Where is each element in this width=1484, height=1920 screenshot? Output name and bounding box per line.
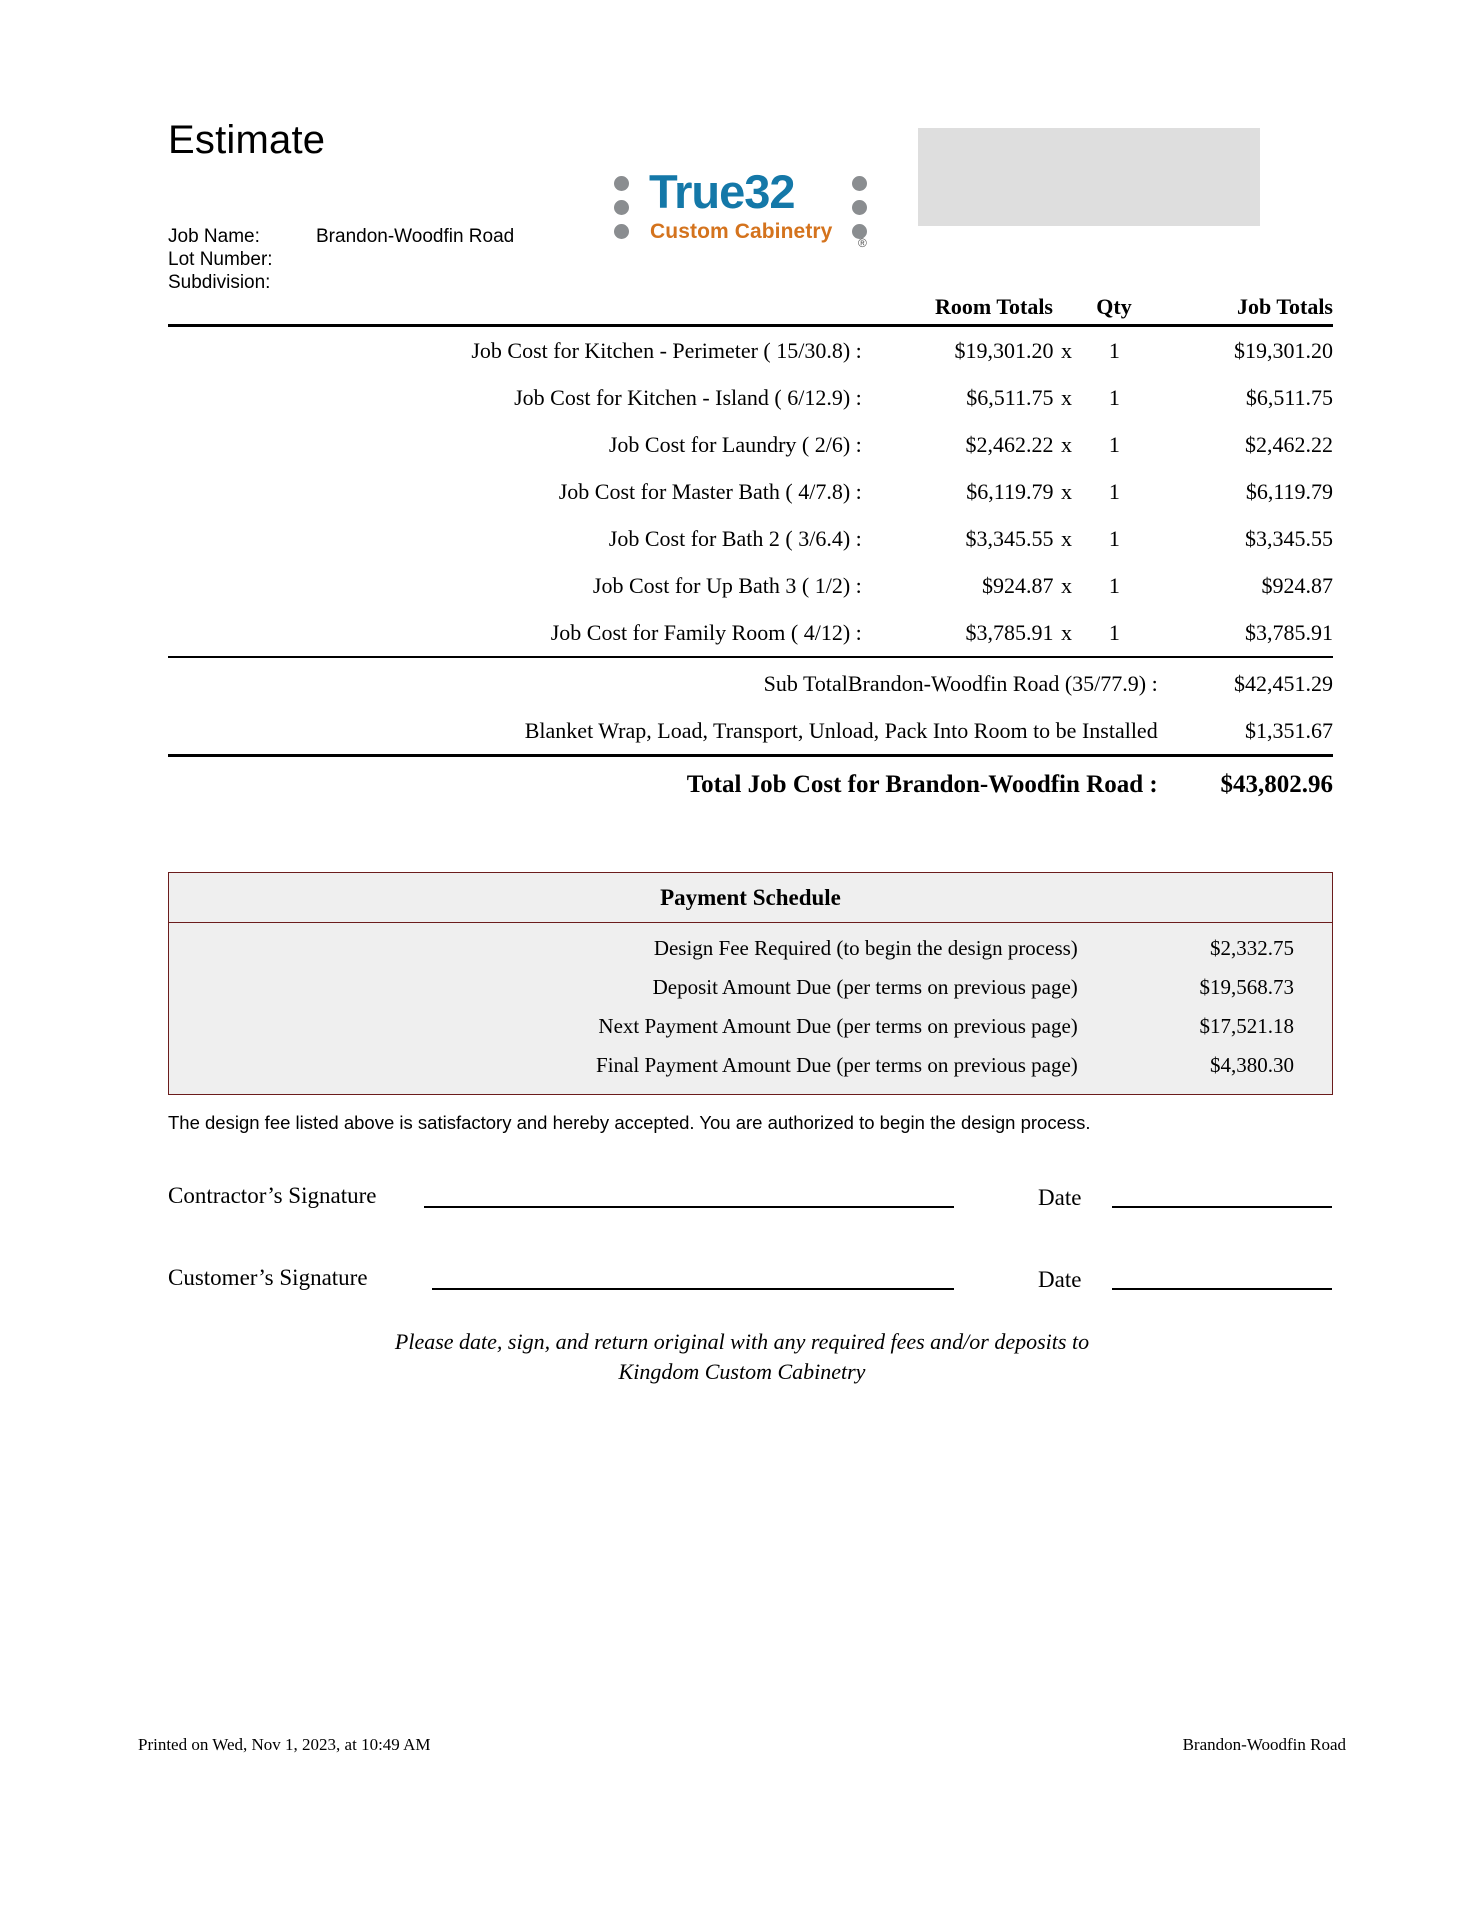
table-row [168,468,1333,515]
row-qty: 1 [1108,385,1120,410]
row-description: Job Cost for Master Bath ( 4/7.8) : [558,479,862,504]
subtotal-block [168,658,1333,754]
payment-schedule [168,872,1333,1095]
row-qty: 1 [1108,479,1120,504]
payment-amount: $2,332.75 [1210,936,1294,960]
header-image-placeholder [918,128,1260,226]
subtotal-row [168,660,1333,707]
row-multiplier: x [1060,620,1072,645]
footer-job-name: Brandon-Woodfin Road [1182,1735,1346,1754]
printed-on-text: Printed on Wed, Nov 1, 2023, at 10:49 AM [138,1735,431,1754]
customer-date-line[interactable] [1112,1288,1332,1290]
page-title: Estimate [168,118,326,162]
subtotal-amount: $1,351.67 [1245,718,1333,743]
row-room-total: $6,119.79 [966,479,1054,504]
table-row [168,374,1333,421]
row-multiplier: x [1060,338,1072,363]
row-description: Job Cost for Up Bath 3 ( 1/2) : [592,573,862,598]
payment-row [169,968,1332,1007]
total-amount: $43,802.96 [1220,771,1333,798]
row-description: Job Cost for Kitchen - Perimeter ( 15/30.8) : [471,338,862,363]
row-qty: 1 [1108,526,1120,551]
customer-signature-label: Customer’s Signature [168,1265,368,1290]
row-description: Job Cost for Laundry ( 2/6) : [608,432,862,457]
row-job-total: $6,511.75 [1245,385,1333,410]
job-name-row [168,225,514,248]
logo-subtitle: Custom Cabinetry [650,220,833,243]
acceptance-text: The design fee listed above is satisfactory and hereby accepted. You are authorized to begin the design process. [168,1112,1091,1133]
col-qty-header: Qty [1096,294,1132,319]
payment-label: Final Payment Amount Due (per terms on previous page) [596,1053,1078,1077]
row-qty: 1 [1108,338,1120,363]
job-name-label: Job Name: [168,226,260,247]
row-qty: 1 [1108,432,1120,457]
row-multiplier: x [1060,526,1072,551]
table-row [168,515,1333,562]
table-row [168,327,1333,374]
row-room-total: $3,785.91 [965,620,1054,645]
lot-number-row [168,248,514,271]
payment-amount: $19,568.73 [1199,975,1294,999]
payment-label: Design Fee Required (to begin the design process) [653,936,1078,960]
row-room-total: $3,345.55 [965,526,1054,551]
row-multiplier: x [1060,573,1072,598]
row-job-total: $3,785.91 [1245,620,1333,645]
contractor-date-label: Date [1038,1185,1082,1210]
row-job-total: $19,301.20 [1234,338,1333,363]
subdivision-label: Subdivision: [168,272,271,293]
subdivision-row [168,271,514,294]
logo-dots-left-icon [614,176,632,248]
logo-name: True32 [649,165,795,218]
row-qty: 1 [1108,573,1120,598]
lot-number-label: Lot Number: [168,249,273,270]
subtotal-row [168,707,1333,754]
return-note [0,1327,1484,1387]
row-job-total: $2,462.22 [1245,432,1333,457]
total-row [168,757,1333,813]
payment-row [169,929,1332,968]
row-room-total: $2,462.22 [965,432,1054,457]
col-room-totals-header: Room Totals [935,294,1053,319]
payment-row [169,1007,1332,1046]
table-row [168,421,1333,468]
row-description: Job Cost for Kitchen - Island ( 6/12.9) : [514,385,862,410]
row-room-total: $6,511.75 [966,385,1054,410]
row-multiplier: x [1060,385,1072,410]
row-job-total: $3,345.55 [1245,526,1333,551]
subtotal-label: Blanket Wrap, Load, Transport, Unload, Pack Into Room to be Installed [524,718,1158,743]
contractor-signature-label: Contractor’s Signature [168,1183,377,1208]
row-room-total: $924.87 [981,573,1054,598]
subtotal-label: Sub TotalBrandon-Woodfin Road (35/77.9) : [763,671,1158,696]
return-note-line-2: Kingdom Custom Cabinetry [618,1359,866,1384]
total-label: Total Job Cost for Brandon-Woodfin Road : [686,771,1158,798]
payment-schedule-title: Payment Schedule [169,873,1332,923]
row-description: Job Cost for Family Room ( 4/12) : [550,620,862,645]
payment-amount: $4,380.30 [1210,1053,1294,1077]
subtotal-amount: $42,451.29 [1234,671,1333,696]
cost-table [168,294,1333,813]
customer-signature-line[interactable] [432,1288,954,1290]
contractor-signature-line[interactable] [424,1206,954,1208]
table-row [168,609,1333,656]
contractor-date-line[interactable] [1112,1206,1332,1208]
payment-label: Next Payment Amount Due (per terms on previous page) [598,1014,1078,1038]
payment-amount: $17,521.18 [1199,1014,1294,1038]
registered-mark-icon: ® [858,236,867,250]
row-description: Job Cost for Bath 2 ( 3/6.4) : [608,526,862,551]
cost-table-header-row [168,294,1333,324]
row-job-total: $6,119.79 [1245,479,1333,504]
payment-label: Deposit Amount Due (per terms on previous page) [652,975,1078,999]
payment-schedule-rows [169,923,1332,1094]
row-qty: 1 [1108,620,1120,645]
company-logo [614,165,874,262]
col-job-totals-header: Job Totals [1237,294,1333,319]
row-multiplier: x [1060,479,1072,504]
job-name-value: Brandon-Woodfin Road [316,226,515,247]
row-room-total: $19,301.20 [954,338,1054,363]
customer-date-label: Date [1038,1267,1082,1292]
table-row [168,562,1333,609]
row-multiplier: x [1060,432,1072,457]
row-job-total: $924.87 [1261,573,1333,598]
payment-row [169,1046,1332,1085]
job-meta-block [168,225,514,294]
return-note-line-1: Please date, sign, and return original with any required fees and/or deposits to [394,1329,1090,1354]
